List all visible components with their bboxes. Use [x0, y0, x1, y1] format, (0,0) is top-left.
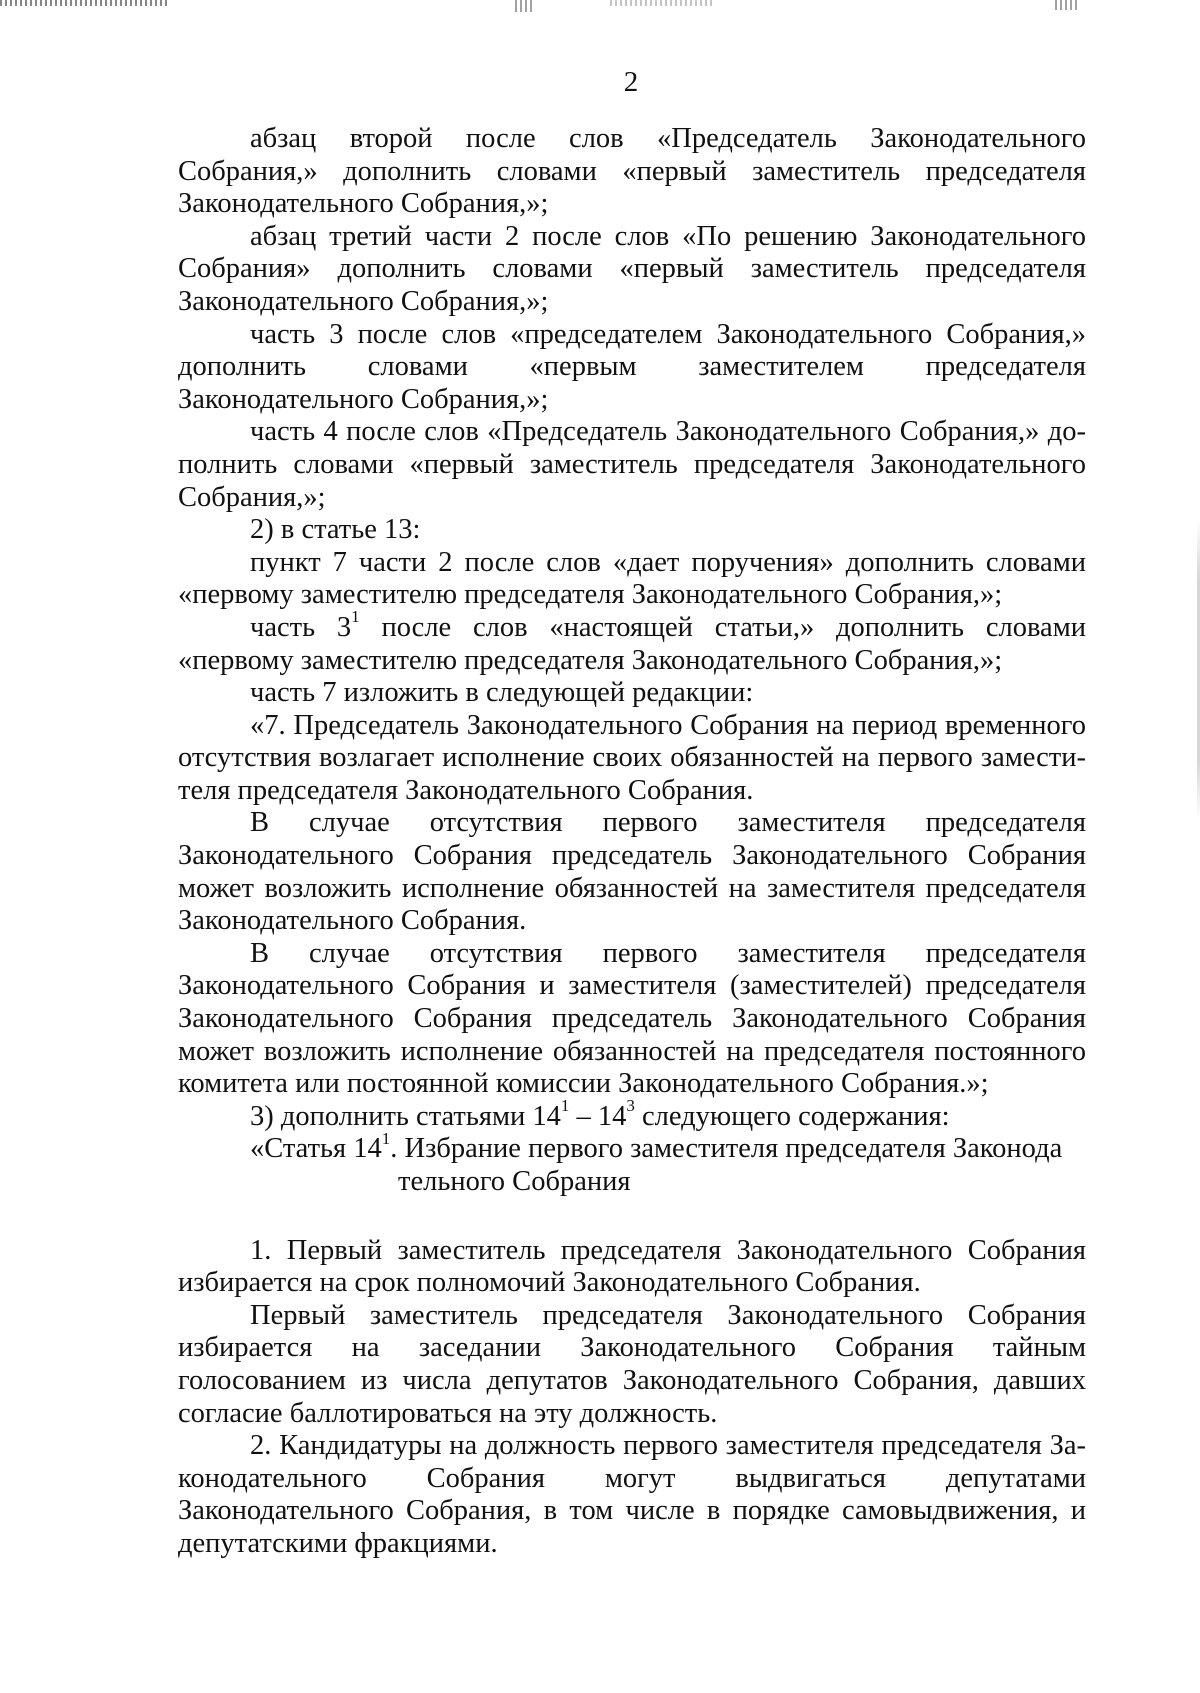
scan-artifact: [515, 0, 535, 12]
page-number: 2: [623, 66, 639, 98]
paragraph: 2) в статье 13:: [250, 514, 421, 546]
article-heading-text: «Статья 14: [250, 1133, 382, 1165]
paragraph: часть 4 после слов «Председатель Законодательного Собрания,» дополнить словами «первый заместитель председателя Законодательного Собрания,»;: [178, 416, 1086, 513]
paragraph: пункт 7 части 2 после слов «дает поручения» дополнить словами «первому заместителю председателя Законодательного Собрания,»;: [178, 546, 1086, 611]
paragraph: [178, 1096, 1086, 1134]
superscript: 1: [560, 1096, 570, 1116]
paragraph: В случае отсутствия первого заместителя председателя Законодательного Собрания председатель Законодательного Собрания может возложить исполнение обязанностей на заместителя председателя Законодательного Собрания.: [178, 807, 1086, 937]
article-heading: [178, 1128, 1086, 1198]
article-paragraph: 1. Первый заместитель председателя Законодательного Собрания избирается на срок полномочий Законодательного Собрания.: [178, 1234, 1086, 1299]
article-heading-text: . Избрание первого заместителя председателя Законода: [390, 1133, 1063, 1165]
paragraph: часть 3 после слов «председателем Законодательного Собрания,» дополнить словами «первым заместителем председателя Законодательного Собрания,»;: [178, 318, 1086, 415]
article-paragraph: 2. Кандидатуры на должность первого заместителя председателя Законодательного Собрания могут выдвигаться депутатами Законодательного Собрания, в том числе в порядке самовыдвижения, и депутатскими фракциями.: [178, 1430, 1086, 1559]
paragraph: абзац второй после слов «Председатель Законодательного Собрания,» дополнить словами «первый заместитель председателя Законодательного Собрания,»;: [178, 123, 1086, 220]
paragraph-text: часть 3: [250, 611, 352, 643]
document-body: [178, 123, 1086, 1561]
paragraph: «7. Председатель Законодательного Собрания на период временного отсутствия возлагает исполнение своих обязанностей на первого заместителя председателя Законодательного Собрания.: [178, 709, 1086, 806]
scan-artifact: [610, 0, 715, 6]
article-paragraph: Первый заместитель председателя Законодательного Собрания избирается на заседании Законодательного Собрания тайным голосованием из числа депутатов Законодательного Собрания, давших согласие баллотироваться на эту должность.: [178, 1299, 1086, 1429]
spacer: [178, 1199, 1086, 1235]
paragraph-text: после слов «настоящей статьи,» дополнить словами «первому заместителю председателя Законодательного Собрания,»;: [178, 611, 1086, 676]
paragraph: часть 7 изложить в следующей редакции:: [250, 677, 754, 709]
article-heading-continuation: тельного Собрания: [398, 1166, 631, 1197]
paragraph: абзац третий части 2 после слов «По решению Законодательного Собрания» дополнить словами «первый заместитель председателя Законодательного Собрания,»;: [178, 220, 1086, 317]
paragraph: В случае отсутствия первого заместителя председателя Законодательного Собрания и заместителя (заместителей) председателя Законодательного Собрания председатель Законодательного Собрания может возложить исполнение обязанностей на председателя постоянного комитета или постоянной комиссии Законодательного Собрания.»;: [178, 937, 1086, 1100]
superscript: 1: [381, 1128, 391, 1148]
paragraph: [178, 607, 1086, 677]
superscript: 3: [626, 1096, 635, 1116]
paragraph-text: – 14: [569, 1100, 627, 1132]
scan-artifact: [1055, 0, 1077, 10]
paragraph-text: следующего содержания:: [634, 1100, 950, 1132]
superscript: 1: [351, 607, 360, 627]
paragraph-text: 3) дополнить статьями 14: [250, 1100, 561, 1132]
scan-artifact: [0, 0, 170, 6]
